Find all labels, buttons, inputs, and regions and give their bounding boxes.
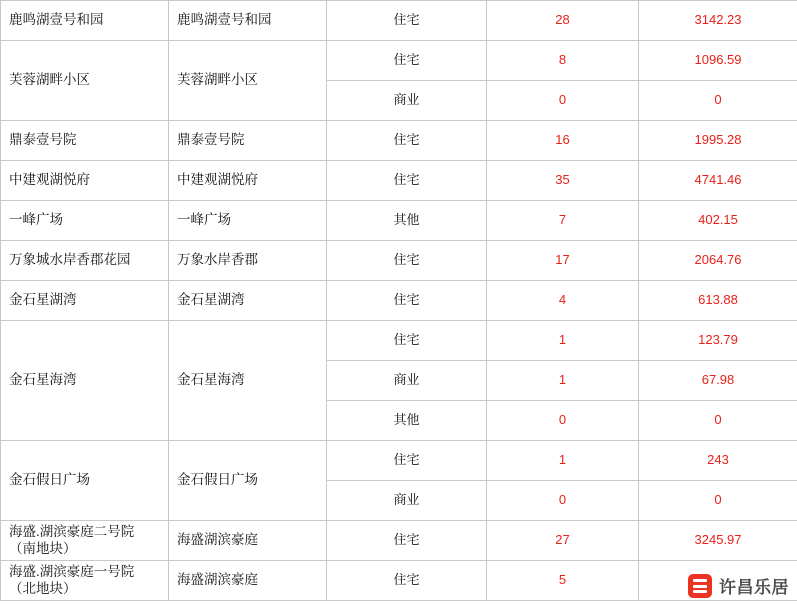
cell-area: 402.15 (639, 201, 797, 241)
cell-project-name: 鼎泰壹号院 (1, 121, 169, 161)
cell-unit-count: 7 (487, 201, 639, 241)
cell-record-name: 鼎泰壹号院 (169, 121, 327, 161)
cell-area: 1096.59 (639, 41, 797, 81)
cell-area: 0 (639, 81, 797, 121)
cell-usage-type: 住宅 (327, 441, 487, 481)
table-row (1, 201, 797, 241)
table-row (1, 281, 797, 321)
cell-record-name: 海盛湖滨豪庭 (169, 521, 327, 561)
table-row (1, 1, 797, 41)
cell-area: 2064.76 (639, 241, 797, 281)
table-row (1, 561, 797, 601)
cell-unit-count: 16 (487, 121, 639, 161)
table-body (1, 1, 797, 601)
cell-unit-count: 8 (487, 41, 639, 81)
cell-record-name: 金石星湖湾 (169, 281, 327, 321)
cell-usage-type: 其他 (327, 401, 487, 441)
cell-unit-count: 1 (487, 441, 639, 481)
table-row (1, 121, 797, 161)
cell-usage-type: 住宅 (327, 41, 487, 81)
cell-record-name: 一峰广场 (169, 201, 327, 241)
table-row (1, 41, 797, 81)
table-row (1, 241, 797, 281)
cell-area: 613.88 (639, 281, 797, 321)
cell-usage-type: 商业 (327, 81, 487, 121)
cell-project-name: 一峰广场 (1, 201, 169, 241)
table-row (1, 321, 797, 361)
table-row (1, 441, 797, 481)
cell-unit-count: 1 (487, 321, 639, 361)
cell-area: 67.98 (639, 361, 797, 401)
cell-record-name: 万象水岸香郡 (169, 241, 327, 281)
cell-project-name: 金石假日广场 (1, 441, 169, 521)
cell-usage-type: 住宅 (327, 321, 487, 361)
cell-unit-count: 5 (487, 561, 639, 601)
cell-area: 4741.46 (639, 161, 797, 201)
cell-unit-count: 0 (487, 481, 639, 521)
cell-usage-type: 其他 (327, 201, 487, 241)
cell-record-name: 金石星海湾 (169, 321, 327, 441)
cell-project-name: 中建观湖悦府 (1, 161, 169, 201)
cell-record-name: 芙蓉湖畔小区 (169, 41, 327, 121)
cell-project-name: 鹿鸣湖壹号和园 (1, 1, 169, 41)
cell-usage-type: 住宅 (327, 1, 487, 41)
cell-project-name: 芙蓉湖畔小区 (1, 41, 169, 121)
cell-unit-count: 4 (487, 281, 639, 321)
cell-usage-type: 住宅 (327, 241, 487, 281)
cell-unit-count: 17 (487, 241, 639, 281)
cell-usage-type: 住宅 (327, 161, 487, 201)
watermark-text: 许昌乐居 (719, 578, 789, 597)
cell-record-name: 鹿鸣湖壹号和园 (169, 1, 327, 41)
cell-record-name: 金石假日广场 (169, 441, 327, 521)
cell-record-name: 中建观湖悦府 (169, 161, 327, 201)
cell-unit-count: 35 (487, 161, 639, 201)
cell-project-name: 万象城水岸香郡花园 (1, 241, 169, 281)
cell-unit-count: 0 (487, 401, 639, 441)
cell-usage-type: 住宅 (327, 121, 487, 161)
cell-usage-type: 商业 (327, 481, 487, 521)
table-row (1, 161, 797, 201)
cell-area: 123.79 (639, 321, 797, 361)
cell-project-name: 海盛.湖滨豪庭二号院（南地块） (1, 521, 169, 561)
cell-area: 0 (639, 401, 797, 441)
cell-record-name: 海盛湖滨豪庭 (169, 561, 327, 601)
cell-area: 3142.23 (639, 1, 797, 41)
cell-unit-count: 1 (487, 361, 639, 401)
cell-area: 1995.28 (639, 121, 797, 161)
cell-area: 0 (639, 481, 797, 521)
cell-project-name: 金石星海湾 (1, 321, 169, 441)
cell-area: 3245.97 (639, 521, 797, 561)
cell-unit-count: 0 (487, 81, 639, 121)
cell-unit-count: 28 (487, 1, 639, 41)
cell-usage-type: 住宅 (327, 281, 487, 321)
cell-project-name: 金石星湖湾 (1, 281, 169, 321)
cell-area: 243 (639, 441, 797, 481)
table-row (1, 521, 797, 561)
cell-usage-type: 商业 (327, 361, 487, 401)
cell-unit-count: 27 (487, 521, 639, 561)
cell-usage-type: 住宅 (327, 561, 487, 601)
cell-usage-type: 住宅 (327, 521, 487, 561)
cell-area (639, 561, 797, 601)
cell-project-name: 海盛.湖滨豪庭一号院（北地块） (1, 561, 169, 601)
